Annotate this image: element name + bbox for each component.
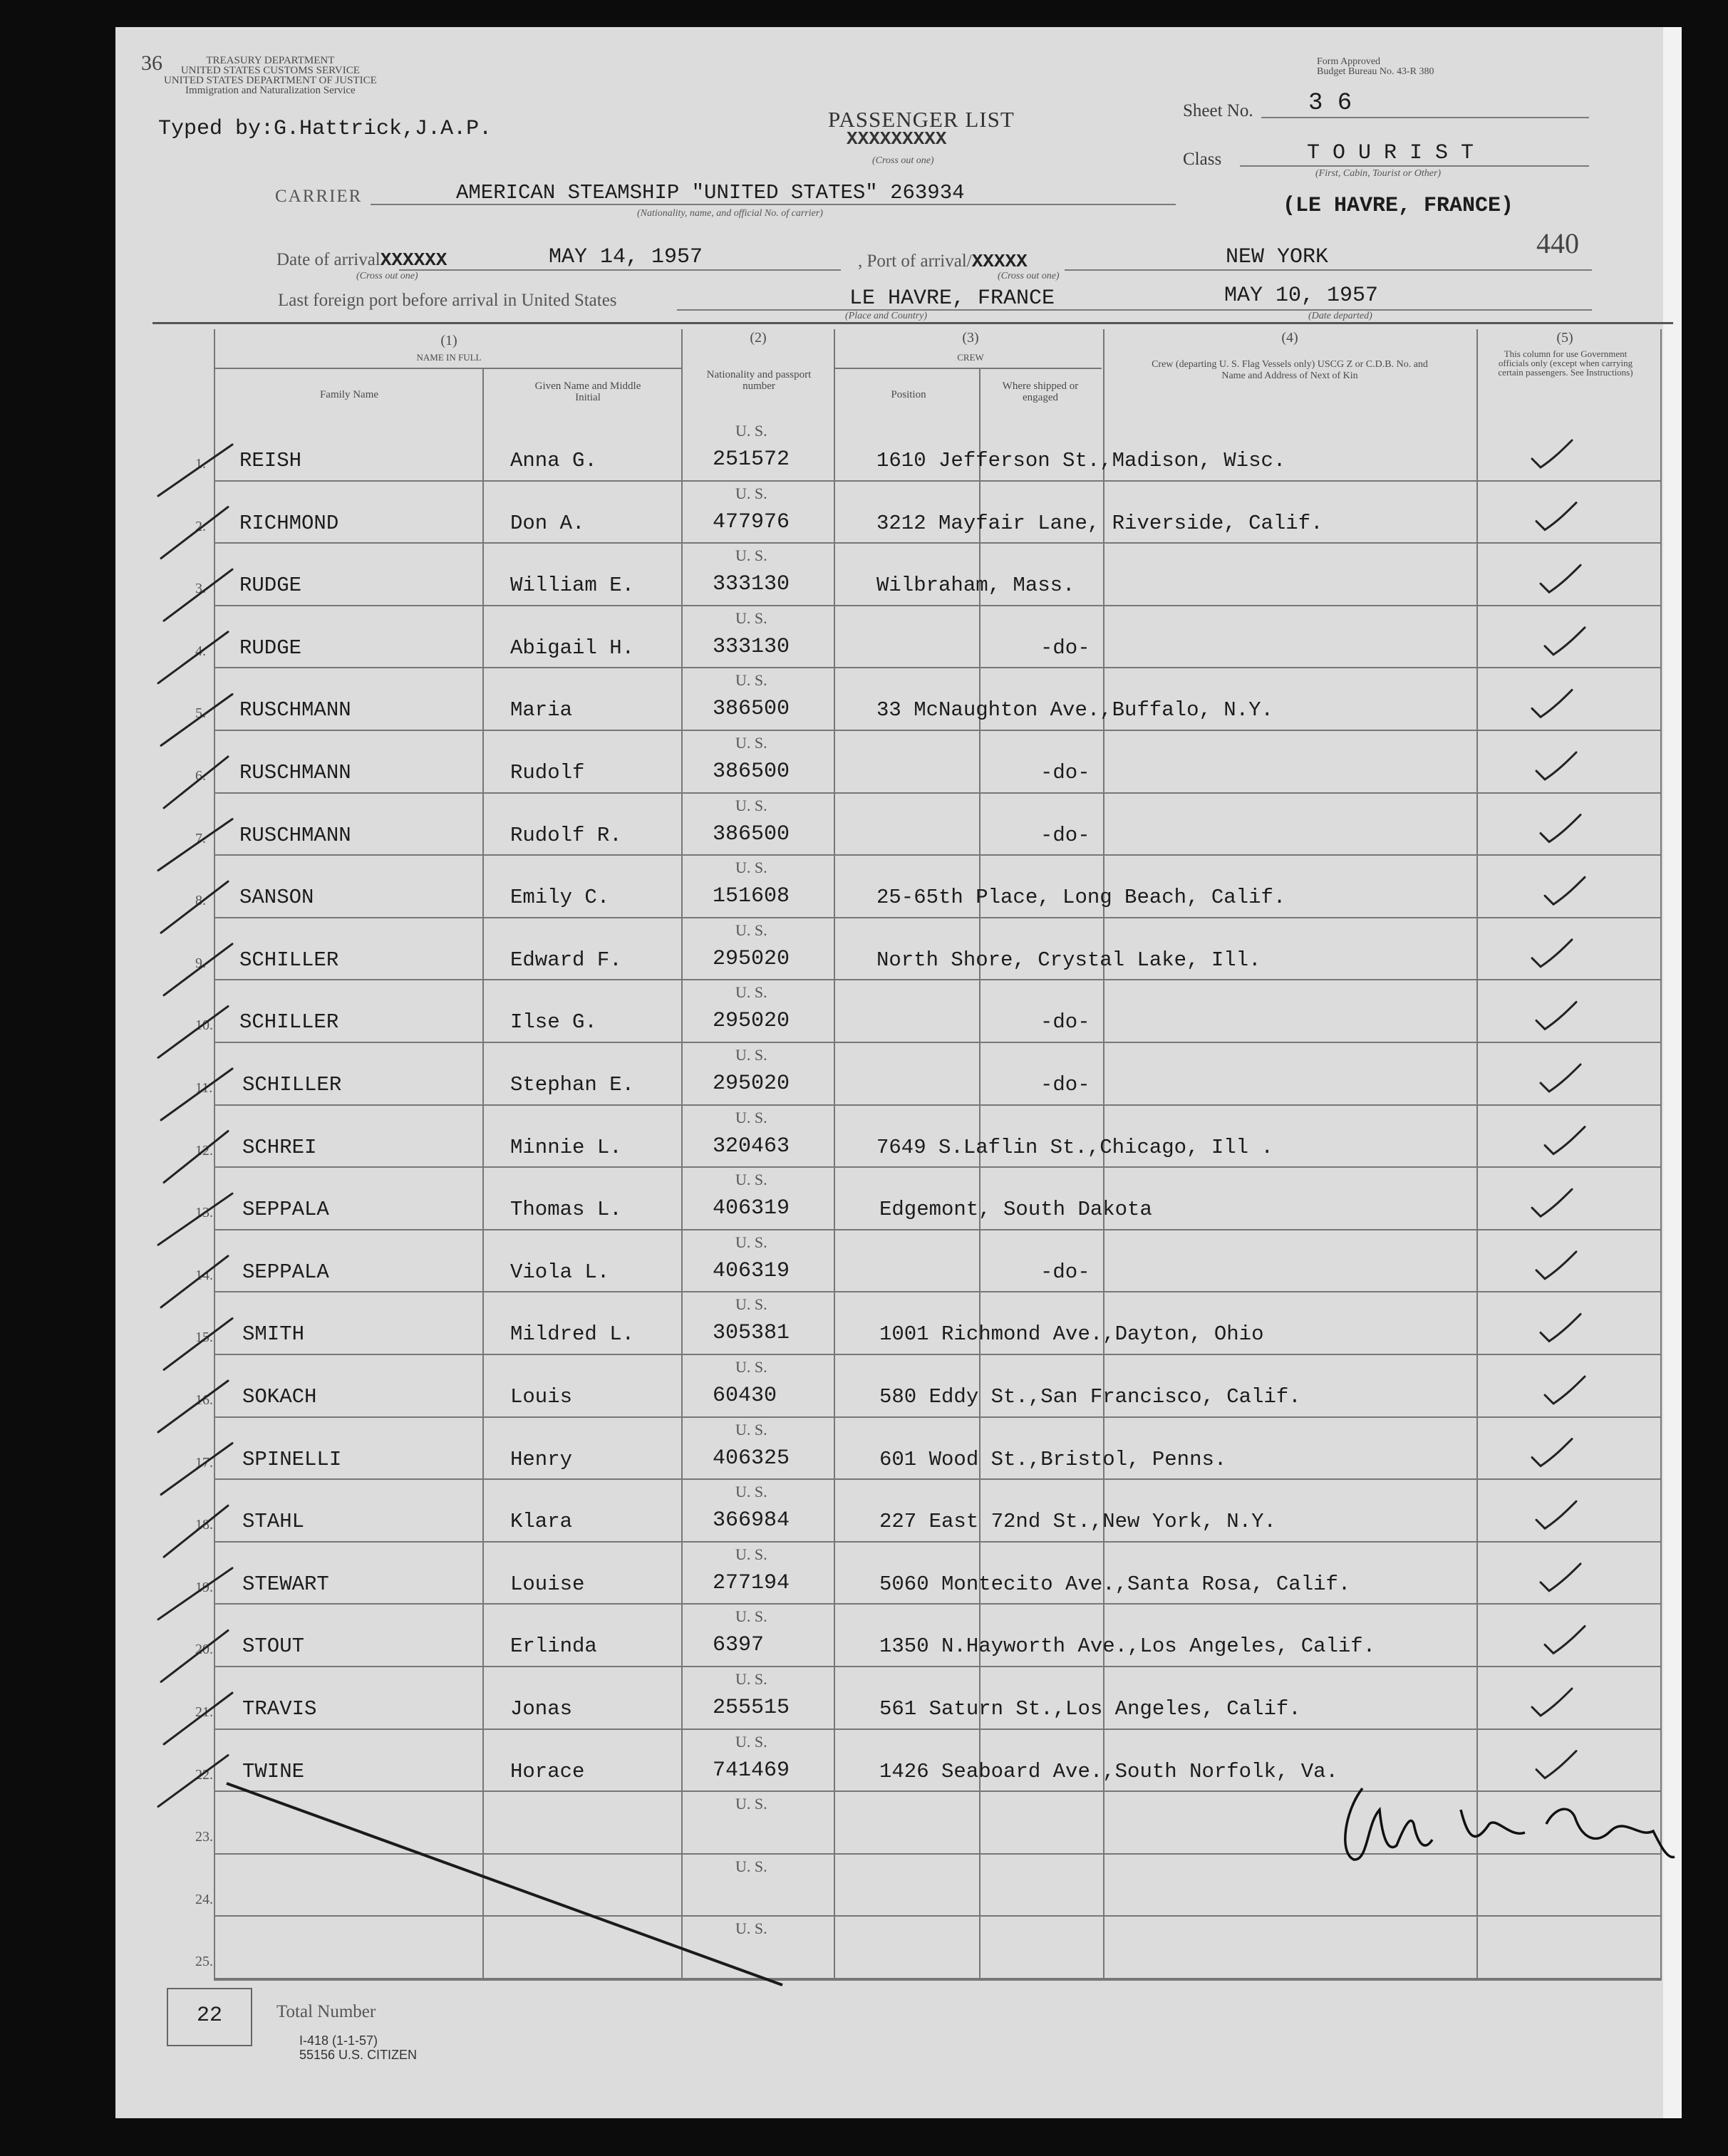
next-of-kin-address: 25-65th Place, Long Beach, Calif. [876,886,1286,910]
next-of-kin-address: Wilbraham, Mass. [876,574,1075,598]
nationality-label: U. S. [735,796,767,814]
next-of-kin-address: 1610 Jefferson St.,Madison, Wisc. [876,449,1286,472]
next-of-kin-address: North Shore, Crystal Lake, Ill. [876,948,1261,972]
col4-number: (4) [1281,330,1298,346]
check-mark [1545,1626,1585,1653]
given-name: Stephan E. [510,1073,635,1097]
total-value: 22 [197,2004,223,2028]
place-hint: (Place and Country) [845,311,928,321]
next-of-kin-address: 227 East 72nd St.,New York, N.Y. [879,1510,1276,1534]
route: (LE HAVRE, FRANCE) [1283,194,1514,218]
check-mark [1541,565,1580,592]
given-name: Henry [510,1447,573,1471]
check-mark [1536,752,1576,779]
row-number: 20. [195,1642,213,1658]
form-code: 55156 U.S. CITIZEN [299,2048,418,2062]
family-name: RUSCHMANN [239,823,351,847]
row-number: 8. [195,893,206,909]
family-name: STEWART [242,1572,329,1596]
nationality-label: U. S. [735,1545,767,1563]
tally-slash [164,569,232,621]
port-value: NEW YORK [1226,245,1329,269]
col4-title: Crew (departing U. S. Flag Vessels only) USCG Z or C.D.B. No. and Name and Address of Next of Kin [1152,359,1428,381]
row-number: 24. [195,1891,213,1907]
next-of-kin-address: -do- [1040,1073,1090,1097]
nationality-label: U. S. [735,1046,767,1064]
carrier-label: CARRIER [275,187,363,206]
family-name: TWINE [242,1759,305,1783]
row-number: 6. [195,768,206,784]
row-number: 13. [195,1205,213,1221]
nationality-label: U. S. [735,1295,767,1314]
family-name: RUSCHMANN [239,761,351,784]
given-name-header: Given Name and Middle Initial [534,380,641,403]
sheet-label: Sheet No. [1183,101,1253,120]
nationality-label: U. S. [735,734,767,752]
row-number: 14. [195,1267,213,1283]
given-name: Louis [510,1385,573,1409]
row-number: 19. [195,1579,213,1595]
check-mark [1536,503,1576,530]
tally-slash [161,507,228,559]
passport-number: 251572 [713,447,790,472]
tally-slash [164,1318,232,1369]
given-name: Mildred L. [510,1322,635,1347]
check-mark [1536,1501,1576,1528]
check-mark [1532,690,1572,717]
check-mark [1545,1377,1585,1404]
check-mark [1545,877,1585,904]
passport-number: 366984 [713,1508,790,1533]
row-number: 11. [195,1080,213,1096]
next-of-kin-address: -do- [1040,761,1090,784]
given-name: Erlinda [510,1634,597,1659]
arrival-value: MAY 14, 1957 [549,245,703,269]
next-of-kin-address: -do- [1040,636,1090,660]
next-of-kin-address: 1426 Seaboard Ave.,South Norfolk, Va. [879,1759,1338,1783]
row-number: 1. [195,456,206,472]
tally-slash [164,1505,228,1557]
given-name: Edward F. [510,948,622,972]
check-mark [1541,1564,1580,1591]
passport-number: 60430 [713,1384,777,1408]
nationality-label: U. S. [735,921,767,939]
agency-line: UNITED STATES CUSTOMS SERVICE [180,65,360,76]
given-name: Thomas L. [510,1198,622,1222]
form-approved: Form Approved [1317,56,1381,67]
check-mark [1532,940,1572,967]
passport-number: 295020 [713,1072,790,1096]
arrival-hint: (Cross out one) [356,271,418,281]
departed-value: MAY 10, 1957 [1224,284,1379,308]
check-mark [1545,1127,1585,1154]
passport-number: 151608 [713,884,790,909]
arrival-crossed: XXXXXX [380,249,447,271]
family-name: SCHREI [242,1135,317,1159]
check-mark [1536,1751,1576,1778]
nationality-label: U. S. [735,1795,767,1813]
given-name: Klara [510,1510,573,1534]
family-name: RUDGE [239,574,302,598]
tally-slash [161,881,228,933]
row-number: 21. [195,1704,213,1720]
nationality-label: U. S. [735,1857,767,1875]
col5-title: This column for use Government officials only (except when carrying certain passengers. See Instructions) [1498,348,1633,378]
given-name: Viola L. [510,1260,610,1284]
port-label: , Port of arrival/XXXXX [858,251,1028,272]
nationality-label: U. S. [735,1732,767,1751]
row-number: 7. [195,830,206,846]
check-mark [1532,1689,1572,1716]
typed-by: Typed by:G.Hattrick,J.A.P. [158,117,492,141]
class-label: Class [1183,150,1222,169]
given-name: Abigail H. [510,636,635,660]
crossed-list-type: XXXXXXXXX [847,128,947,150]
passport-number: 320463 [713,1134,790,1159]
passport-number: 386500 [713,760,790,784]
row-number: 4. [195,643,206,659]
carrier-hint: (Nationality, name, and official No. of carrier) [637,208,823,219]
check-mark [1545,628,1585,655]
agency-line: TREASURY DEPARTMENT [206,55,335,66]
passport-number: 386500 [713,697,790,722]
tally-slash [164,1693,232,1744]
family-name: SMITH [242,1322,305,1347]
next-of-kin-address: 1001 Richmond Ave.,Dayton, Ohio [879,1322,1264,1347]
passport-number: 741469 [713,1758,790,1783]
family-name: TRAVIS [242,1697,317,1721]
given-name: Ilse G. [510,1010,597,1035]
next-of-kin-address: 1350 N.Hayworth Ave.,Los Angeles, Calif. [879,1634,1376,1659]
port-label-text: Port of arrival [866,252,967,271]
page-mark: 36 [141,51,162,75]
nationality-label: U. S. [735,1670,767,1688]
next-of-kin-address: 33 McNaughton Ave.,Buffalo, N.Y. [876,698,1273,722]
family-name: RICHMOND [239,511,339,535]
passport-number: 406325 [713,1446,790,1471]
tally-slash [161,1444,232,1495]
form-number: I-418 (1-1-57) [299,2033,378,2048]
check-mark [1532,1439,1572,1466]
check-mark [1541,1314,1580,1341]
next-of-kin-address: 5060 Montecito Ave.,Santa Rosa, Calif. [879,1572,1351,1596]
col2-title: Nationality and passport number [706,369,812,392]
tally-slash [161,1069,232,1120]
row-number: 12. [195,1142,213,1159]
departed-hint: (Date departed) [1308,311,1372,321]
given-name: Rudolf R. [510,823,622,847]
official-signature [1345,1788,1675,1860]
nationality-label: U. S. [735,1358,767,1376]
row-number: 3. [195,581,206,597]
row-number: 2. [195,518,206,534]
given-name: Anna G. [510,449,597,472]
tally-slash [158,819,232,871]
row-number: 10. [195,1017,213,1034]
family-name: SCHILLER [242,1073,342,1097]
col5-number: (5) [1556,330,1573,346]
given-name: Horace [510,1759,585,1783]
total-label: Total Number [276,2002,376,2021]
check-mark [1541,815,1580,842]
position-header: Position [891,389,926,400]
port-crossed: XXXXX [971,251,1028,272]
passport-number: 333130 [713,634,790,659]
row-number: 9. [195,955,206,971]
passport-number: 277194 [713,1570,790,1595]
family-name: RUDGE [239,636,302,660]
col1-title: NAME IN FULL [416,352,482,363]
check-mark [1532,1189,1572,1216]
passport-number: 386500 [713,822,790,846]
tally-slash [158,1193,232,1245]
tally-slash [164,757,228,808]
nationality-label: U. S. [735,608,767,627]
passport-number: 477976 [713,509,790,534]
given-name: William E. [510,574,635,598]
nationality-label: U. S. [735,484,767,502]
row-number: 23. [195,1829,213,1845]
tally-slash [158,1381,228,1432]
nationality-label: U. S. [735,1483,767,1501]
arrival-label-text: Date of arrival [276,250,381,269]
check-mark [1536,1252,1576,1279]
nationality-label: U. S. [735,422,767,440]
next-of-kin-address: -do- [1040,1010,1090,1035]
check-mark [1532,440,1572,467]
col2-number: (2) [750,330,767,346]
family-name: SCHILLER [239,1010,339,1035]
check-mark [1536,1002,1576,1029]
next-of-kin-address: 7649 S.Laflin St.,Chicago, Ill . [876,1135,1273,1159]
family-name: SANSON [239,886,314,910]
given-name: Jonas [510,1697,573,1721]
tally-slash [161,1256,228,1307]
nationality-label: U. S. [735,859,767,877]
nationality-label: U. S. [735,546,767,565]
family-name: SEPPALA [242,1198,329,1222]
passport-number: 255515 [713,1696,790,1720]
agency-line: UNITED STATES DEPARTMENT OF JUSTICE [164,75,377,86]
passport-number: 305381 [713,1321,790,1346]
tally-slash [158,632,228,683]
row-number: 22. [195,1766,213,1783]
nationality-label: U. S. [735,1233,767,1251]
sheet-number: 3 6 [1308,90,1352,117]
passport-number: 406319 [713,1258,790,1283]
check-mark [1541,1064,1580,1092]
given-name: Rudolf [510,761,585,784]
tally-slash [158,1568,232,1619]
class-value: T O U R I S T [1307,141,1474,165]
family-name: SPINELLI [242,1447,342,1471]
handwritten-number: 440 [1536,227,1579,259]
agency-line: Immigration and Naturalization Service [185,85,356,96]
given-name: Emily C. [510,886,610,910]
tally-slash [158,445,232,496]
col3-title: CREW [957,352,984,363]
nationality-label: U. S. [735,983,767,1002]
passport-number: 295020 [713,1009,790,1034]
passport-number: 333130 [713,572,790,597]
family-name: STOUT [242,1634,305,1659]
row-number: 15. [195,1330,213,1346]
row-number: 17. [195,1454,213,1471]
last-port-value: LE HAVRE, FRANCE [849,286,1055,311]
next-of-kin-address: 580 Eddy St.,San Francisco, Calif. [879,1385,1301,1409]
tally-slash [164,1131,228,1183]
family-name-header: Family Name [319,389,379,400]
row-number: 5. [195,705,206,722]
next-of-kin-address: 3212 Mayfair Lane, Riverside, Calif. [876,511,1323,535]
tally-slash [158,1006,228,1057]
nationality-label: U. S. [735,1420,767,1439]
cross-out-hint: (Cross out one) [872,155,934,166]
nationality-label: U. S. [735,1108,767,1126]
passport-number: 406319 [713,1196,790,1221]
budget-bureau: Budget Bureau No. 43-R 380 [1317,66,1434,77]
family-name: SCHILLER [239,948,339,972]
next-of-kin-address: 561 Saturn St.,Los Angeles, Calif. [879,1697,1301,1721]
last-port-label: Last foreign port before arrival in United States [278,291,617,310]
nationality-label: U. S. [735,671,767,690]
void-diagonal-line [227,1783,782,1985]
tally-slash [158,1756,228,1807]
family-name: SOKACH [242,1385,317,1409]
given-name: Maria [510,698,573,722]
class-hint: (First, Cabin, Tourist or Other) [1315,168,1442,179]
row-number: 18. [195,1517,213,1533]
tally-slash [161,694,232,745]
family-name: STAHL [242,1510,305,1534]
given-name: Don A. [510,511,585,535]
next-of-kin-address: 601 Wood St.,Bristol, Penns. [879,1447,1227,1471]
next-of-kin-address: Edgemont, South Dakota [879,1198,1152,1222]
row-number: 25. [195,1954,213,1970]
port-hint: (Cross out one) [998,271,1060,281]
tally-slash [161,1630,228,1681]
next-of-kin-address: -do- [1040,1260,1090,1284]
given-name: Minnie L. [510,1135,622,1159]
next-of-kin-address: -do- [1040,823,1090,847]
family-name: RUSCHMANN [239,698,351,722]
tally-slash [164,944,232,995]
shipped-header: Where shipped or engaged [1002,380,1079,403]
family-name: REISH [239,449,302,472]
family-name: SEPPALA [242,1260,329,1284]
col1-number: (1) [440,333,457,348]
passport-number: 295020 [713,946,790,971]
row-number: 16. [195,1392,213,1408]
given-name: Louise [510,1572,585,1596]
carrier-value: AMERICAN STEAMSHIP "UNITED STATES" 263934 [456,181,965,204]
col3-number: (3) [962,330,979,346]
nationality-label: U. S. [735,1171,767,1189]
list-title: PASSENGER LIST [828,107,1015,132]
passport-number: 6397 [713,1633,765,1658]
nationality-label: U. S. [735,1607,767,1626]
nationality-label: U. S. [735,1919,767,1938]
